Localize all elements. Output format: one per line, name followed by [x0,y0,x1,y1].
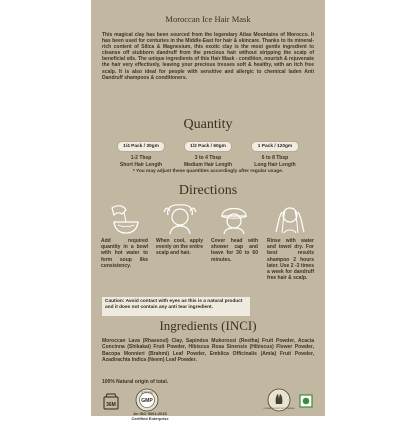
amount-text: 3 to 4 Tbsp [180,155,236,162]
cruelty-free-seal-icon [267,388,291,412]
quantity-note: * You may adjust these quantities accordingly after regular usage. [91,169,325,174]
gmp-ring-text: CERTIFIED [141,392,154,395]
pack-size-pill: 1 Pack / 120gm [251,141,299,152]
directions-heading: Directions [91,183,325,199]
intro-paragraph [102,32,314,81]
shower-cap-illustration [212,202,256,236]
jar-pao-icon [101,392,121,412]
iso-line-2: Certified Enterprise [129,417,171,421]
quantity-option [113,141,169,168]
product-title: Moroccan Ice Hair Mask [91,14,325,24]
caution-box: Caution: Avoid contact with eyes as this is a natural product and it does not contain any anti tear ingredient. [102,297,250,316]
iso-line-1: An ISO 9001:2015 [129,412,171,417]
hair-length-text: Short Hair Length [113,162,169,169]
quantity-option [180,141,236,168]
direction-step: When cool, apply evenly on the entire scalp and hair. [156,238,203,257]
rinse-hair-illustration [268,202,312,236]
gmp-seal-icon [135,388,159,412]
mixing-bowl-illustration [104,202,148,236]
direction-step: Rinse with water and towel dry. For best results shampoo 2 hours later. Use 2 -3 times a week for dandruff free hair & scalp. [267,238,314,281]
intro-text: This magical clay has been sourced from the legendary Atlas Mountains of Morocco. It has been used for centuries in the Middle-East for hair & skincare. Thanks to its mineral-rich content of Silica & Magnesium, this exotic clay is the most gentle ingredient to cleanse off stubborn dandruff from the precious hair without stripping the scalp of beneficial oils. The unique ingredients of this Hair Mask - condition, nourish & rejuvenate the hair very effectively, leaving your precious tresses soft & healthy, with an itch free scalp. It is also ideal for people with sensitive and allergic to chemical laden Anti Dandruff shampoos & conditioners. [102,32,314,81]
natural-origin-claim: 100% Natural origin of total. [102,379,168,385]
direction-step: Cover head with shower cap and leave for 30 to 60 minutes. [211,238,258,263]
vegetarian-mark-icon [299,394,313,408]
ingredients-list: Moroccan Lava (Rhassoul) Clay, Sapindus Mukorossi (Reetha) Fruit Powder, Acacia Concinna (Shikakai) Fruit Powder, Hibiscus Rosa Sinensis (Hibiscus) Flower Powder, Bacopa Monnieri (Brahmi) Leaf Powder, Emblica Officinalis (Amla) Fruit Powder, Azadirachta Indica (Neem) Leaf Powder. [102,338,314,363]
apply-on-scalp-illustration [158,202,202,236]
directions-illustrations [101,202,315,236]
hair-length-text: Medium Hair Length [180,162,236,169]
hair-length-text: Long Hair Length [247,162,303,169]
quantity-heading: Quantity [91,117,325,133]
pack-size-pill: 1/4 Pack / 30gm [117,141,165,152]
amount-text: 1-2 Tbsp [113,155,169,162]
quantity-option [247,141,303,168]
amount-text: 6 to 8 Tbsp [247,155,303,162]
ingredients-heading: Ingredients (INCI) [91,318,325,334]
gmp-text: GMP [141,398,153,404]
pao-text: 36M [106,402,116,408]
iso-certification [129,412,171,421]
certification-badges [91,388,325,416]
product-back-label [91,0,325,416]
direction-step: Add required quantity in a bowl with hot water to form soup like consistency. [101,238,148,269]
pack-size-pill: 1/2 Pack / 60gm [184,141,232,152]
cruelty-free-text: LOVE ANIMALS DON'T TEST ON ANIMALS [263,407,294,410]
